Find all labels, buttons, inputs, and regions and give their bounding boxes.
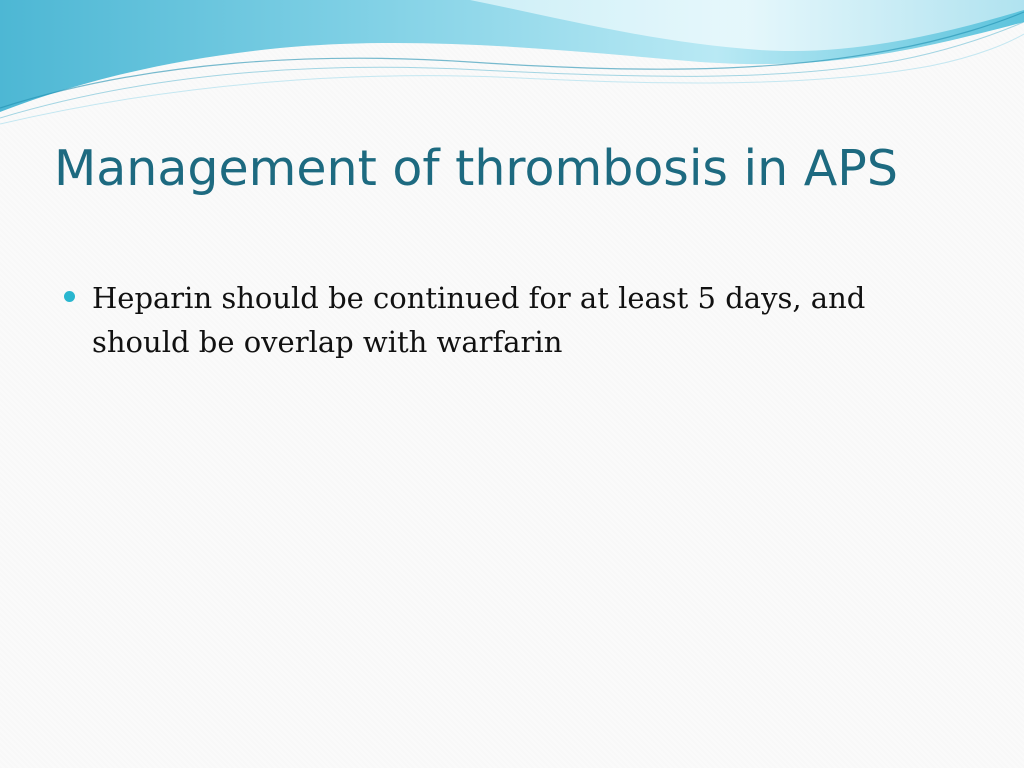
header-wave-decoration [0,0,1024,130]
bullet-dot-icon [64,291,75,302]
bullet-text: Heparin should be continued for at least 5 days, and should be overlap with warfarin [92,281,866,359]
bullet-item [64,276,964,364]
bullet-list [64,276,964,364]
slide-title: Management of thrombosis in APS [54,140,898,197]
